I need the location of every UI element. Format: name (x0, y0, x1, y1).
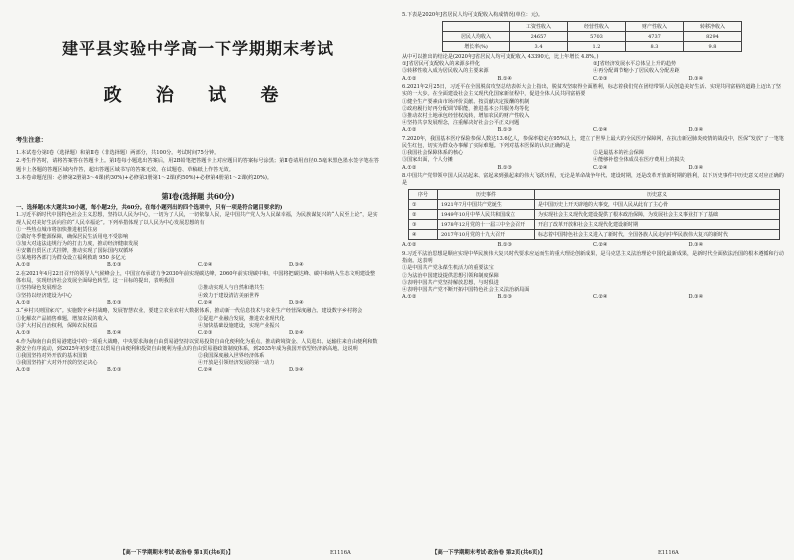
statement: ③我国坚持扩大对外开放的坚定决心 (16, 360, 98, 366)
exam-title: 建平县实验中学高一下学期期末考试 (61, 39, 334, 58)
question-8 (402, 173, 784, 249)
answer-options (16, 262, 380, 269)
statement-row (16, 323, 380, 330)
table-header-cell: 经营性收入 (568, 22, 626, 32)
table-cell: 2017年10月党的十九大召开 (438, 230, 535, 240)
statement: ④开放是引领经济发展的第一动力 (198, 360, 275, 366)
table-cell: 为实现社会主义现代化建设提供了根本政治保障，为发展社会主义事业打下了基础 (535, 210, 780, 220)
question-stem: 1.习近平新时代中国特色社会主义思想，坚持以人民为中心，一切为了人民，一切依靠人民，是中国共产党人为人民谋幸福，为民族谋复兴的“人民至上论”，是实现人民对美好生活向往的“人民幸福论”。下列举措体现了以人民为中心发展思想的有 (16, 212, 378, 226)
option-b: B.①④ (107, 329, 122, 336)
table-cell: 开启了改革开放和社会主义现代化建设新时期 (535, 220, 780, 230)
question-7 (402, 136, 784, 172)
question-2 (16, 271, 380, 307)
option-d: D.③④ (688, 294, 704, 301)
table-cell: 标志着中国特色社会主义进入了新时代，全国各族人民走向中华民族伟大复兴的新时代 (535, 230, 780, 240)
option-b: B.①③ (497, 294, 512, 301)
page-footer: 【高一下学期期末考试·政治卷 第2页(共6页)】 (432, 550, 546, 556)
notice-heading: 考生注意： (16, 137, 47, 144)
table-header-cell: 历史事件 (438, 190, 535, 200)
question-stem: 7.2020年，我国基本医疗保险参保人数达13.6亿人，参保率稳定在95%以上，建立了世界上最大的全民医疗保障网，在抗击新冠肺炎疫情的战役中，医保“发放”了一笔笔民生红包，切实为群众办事解了实际难题。下列对基本医保的认识正确的是 (402, 135, 784, 150)
statement: ③扩大村民自治权利，保障农民权益 (16, 322, 98, 329)
statement: ②J省经济发展水平总体呈上升的趋势 (593, 61, 677, 68)
option-c: C.②④ (198, 367, 213, 374)
table-header-cell: 工资性收入 (510, 22, 568, 32)
statement: ④致力于建设清洁美丽世界 (198, 292, 260, 299)
statement-row (16, 293, 380, 300)
statement: ①化解农产品销售难题，增加农民的收入 (16, 315, 108, 322)
table-cell: ④ (409, 230, 438, 240)
statement: ③推动农村土地承包经营权流转，增加农民的财产性收入 (402, 112, 530, 119)
table-cell: 9.8 (683, 42, 741, 52)
table-row (409, 200, 780, 210)
option-a: A.①② (402, 127, 417, 134)
table-row (443, 42, 742, 52)
answer-options (16, 330, 380, 337)
option-c: C.②④ (593, 164, 608, 171)
question-5 (402, 12, 784, 83)
candidate-notice (16, 137, 380, 183)
statement-row (402, 68, 784, 75)
question-1 (16, 212, 380, 269)
option-b: B.①③ (107, 262, 122, 269)
option-c: C.②④ (593, 127, 608, 134)
option-c: C.②③ (593, 75, 608, 82)
statement: ②推动实现人与自然和谐共生 (198, 285, 265, 292)
statement: ④坚持共享发展理念，注重解决好社会公平正义问题 (402, 120, 520, 127)
question-stem: 4.作为海南自由贸易港建设中的一项重大战略，中央要求海南自由贸易港坚持以贸易投资自由化便利化为重点，推动跨境资金、人员进出、运输往来自由便利和数据安全有序流动，到2025年初步建立以贸易自由便利和投资自由便利为重点的自由贸易港政策制度体系，到2035年成为我国开放型经济新高地。这说明 (16, 338, 378, 352)
statement: ④能够补偿全体成员在医疗费用上的损失 (593, 157, 685, 164)
history-events-table (408, 189, 780, 240)
option-c: C.②④ (593, 294, 608, 301)
option-a: A.①② (402, 75, 417, 82)
question-stem: 6.2021年2月25日，习近平在全国脱贫攻坚总结表彰大会上指出，脱贫攻坚取得全面胜利，标志着我们党在团结带领人民创造美好生活、实现共同富裕的道路上迈出了坚实的一大步。在全面建设社会主义现代化国家新征程中，促进全体人民共同富裕要 (402, 84, 782, 98)
table-cell: ② (409, 210, 438, 220)
table-cell: 5703 (568, 32, 626, 42)
option-a: A.①③ (16, 329, 31, 336)
statement: ②我国深度融入世界经济体系 (198, 352, 265, 359)
answer-options (402, 294, 784, 301)
table-cell: 居民人均收入 (443, 32, 510, 42)
option-b: B.①③ (497, 242, 512, 249)
statement-row (16, 316, 380, 323)
answer-options (402, 127, 784, 134)
option-d: D.③④ (289, 299, 304, 306)
statement: ③国家出面，个人分摊 (402, 157, 453, 164)
notice-item: 3.本卷命题范围：必修第2册第3～4课(约30%)+必修第3册第1～2课(约50%)+必修第4册第1～2课(约20%)。 (16, 175, 273, 182)
option-c: C.②③ (198, 329, 213, 336)
option-d: D.③④ (289, 367, 304, 374)
page-1-column (0, 0, 392, 560)
table-header-row (409, 190, 780, 200)
statement: ④再分配调节缩小了居民收入分配差距 (593, 68, 680, 75)
table-header-cell: 转移净收入 (683, 22, 741, 32)
statement-row (16, 360, 380, 367)
answer-options (402, 242, 784, 249)
statement: ④加快基础设施建设，实现产业振兴 (198, 322, 280, 329)
table-cell: 24657 (510, 32, 568, 42)
statement-row (402, 157, 784, 164)
exam-code: E1116A (658, 550, 679, 556)
table-cell: 1.2 (568, 42, 626, 52)
statement: ①是中国共产党永葆生机活力的重要法宝 (402, 265, 494, 272)
option-a: A.①② (402, 294, 417, 301)
table-cell: ① (409, 200, 438, 210)
statement: ①健全生产要素由市场评价贡献、按贡献决定报酬的机制 (402, 98, 530, 105)
option-d: D.③④ (289, 262, 304, 269)
table-cell: 8.3 (626, 42, 684, 52)
table-cell: 8294 (683, 32, 741, 42)
table-cell: 增长率(%) (443, 42, 510, 52)
statement: ②做好冬季能源保障，确保居民生活用电不受影响 (16, 233, 129, 240)
table-header-cell: 历史意义 (535, 190, 780, 200)
option-c: C.②④ (198, 299, 213, 306)
page-2-column (396, 0, 794, 560)
part-1-heading: 第Ⅰ卷(选择题 共60分) (161, 191, 235, 201)
statement: ④安徽自贸区正式挂牌，推动实现了国际国内双循环 (16, 248, 134, 255)
statement-row (16, 285, 380, 292)
statement: ③坚持以经济建设为中心 (16, 292, 73, 299)
question-stem: 3.“乡村兴则国家兴”。实施数字乡村战略，发展智慧农业，要建立农业农村大数据体系，推动新一代信息技术与农业生产经营深度融合。建设数字乡村将会 (16, 308, 363, 315)
question-6 (402, 84, 784, 134)
option-b: B.①③ (107, 299, 122, 306)
statement: ②是最基本的社会保障 (593, 150, 644, 157)
option-b: B.①③ (497, 127, 512, 134)
statement: ①J省居民可支配收入的来源多样化 (402, 61, 480, 68)
option-d: D.③④ (688, 164, 704, 171)
table-cell: 3.4 (510, 42, 568, 52)
table-cell: 1921年7月中国共产党诞生 (438, 200, 535, 210)
statement: ①我国社会保障体系的核心 (402, 150, 464, 157)
table-cell: 1978年12月党的十一届三中全会召开 (438, 220, 535, 230)
option-b: B.①③ (107, 367, 122, 374)
statement: ①我国坚持对外开放的基本国策 (16, 352, 88, 359)
table-header-cell: 序号 (409, 190, 438, 200)
table-header-row (443, 22, 742, 32)
table-cell: 4737 (626, 32, 684, 42)
question-stem: 2.在2021年4月22日召开的领导人气候峰会上，中国宣布承诺力争2030年前实现碳达峰，2060年前实现碳中和，中国将把碳达峰、碳中和纳入生态文明建设整体布局，实现经济社会发展全面绿色转型。这一目标的提出，表明我国 (16, 271, 376, 285)
option-a: A.①② (16, 262, 31, 269)
option-d: D.③④ (688, 127, 704, 134)
page-footer: 【高一下学期期末考试·政治卷 第1页(共6页)】 (120, 550, 234, 556)
option-d: D.③④ (688, 75, 704, 82)
option-a: A.①② (402, 242, 417, 249)
table-cell: ③ (409, 220, 438, 230)
statement: ③转移性收入成为居民收入的主要来源 (402, 68, 489, 75)
question-3 (16, 308, 380, 337)
option-b: B.①④ (497, 75, 512, 82)
table-row (443, 32, 742, 42)
option-d: D.③④ (688, 242, 704, 249)
question-9 (402, 251, 784, 301)
question-stem: 5.下表是2020年J省居民人均可支配收入构成情况(单位：元)。 (402, 12, 543, 18)
subject-title: 政 治 试 卷 (103, 85, 293, 106)
option-a: A.①② (16, 367, 31, 374)
statement: ①坚持绿色发展理念 (16, 285, 62, 292)
table-row (409, 210, 780, 220)
table-row (409, 230, 780, 240)
table-row (409, 220, 780, 230)
option-d: D.②④ (289, 329, 304, 336)
notice-item: 1.本试卷分第Ⅰ卷（选择题）和第Ⅱ卷（非选择题）两部分，共100分。考试时间75分钟。 (16, 149, 220, 156)
statement: ③表明中国共产党坚持解放思想，与时俱进 (402, 279, 499, 286)
statement: ②为法治中国建设提供思想引领和制度保障 (402, 272, 499, 279)
statement: ②政府履行好再分配调节职能，推进基本公共服务均等化 (402, 105, 530, 112)
statement: ④表明中国共产党不断开拓中国特色社会主义法治新局面 (402, 286, 530, 293)
option-c: C.②④ (198, 262, 213, 269)
table-cell: 是中国历史上开天辟地的大事变，中国人民从此有了主心骨 (535, 200, 780, 210)
income-table (442, 21, 742, 52)
table-cell: 1949年10月中华人民共和国成立 (438, 210, 535, 220)
exam-code: E1116A (330, 550, 351, 556)
statement: ②促进产业融合发展，推进农业现代化 (198, 315, 285, 322)
table-header-cell (443, 22, 510, 32)
statement: ③加大对违法违规行为的打击力度，推动经济健康发展 (16, 241, 139, 247)
table-header-cell: 财产性收入 (626, 22, 684, 32)
section-1-heading: 一、选择题(本大题共30小题，每小题2分，共60分。在每小题列出的四个选项中，只有一项是符合题目要求的) (16, 204, 283, 211)
option-b: B.①③ (497, 164, 512, 171)
statement: ①一些热点城市将加快推进租赁住房 (16, 226, 98, 233)
statement-row (16, 353, 380, 360)
answer-options (402, 165, 784, 172)
question-stem: 8.中国共产党带领中国人民站起来、富起来到强起来的伟大飞跃历程，无论是革命战争年代、建设时期，还是改革开放新时期的胜利，以下历史事件中历史意义对应正确的是 (402, 173, 784, 187)
question-4 (16, 339, 380, 375)
option-a: A.①② (16, 299, 31, 306)
notice-item: 2.考生作答时，请将答案答在答题卡上。第Ⅰ卷每小题选出答案后，用2B铅笔把答题卡上对应题目的答案标号涂黑；第Ⅱ卷请用直径0.5毫米黑色墨水签字笔在答题卡上各题的答题区域内作答，超出答题区域书写的答案无效，在试题卷、草稿纸上作答无效。 (16, 158, 380, 173)
answer-options (16, 367, 380, 374)
answer-options (16, 300, 380, 307)
question-stem: 9.习近平法治思想是顺应实现中华民族伟大复兴时代要求应运而生的重大理论创新成果，是马克思主义法治理论中国化最新成果，是新时代全面依法治国的根本遵循和行动指南。这表明 (402, 251, 784, 265)
answer-options (402, 76, 784, 83)
option-a: A.①② (402, 164, 417, 171)
option-c: C.②④ (593, 242, 608, 249)
question-note: 从中可以推出的结论是(2020年J省居民人均可支配收入 43390元，比上年增长 4.8%。) (402, 54, 599, 61)
statement: ⑤某地将各部门为群众设立福利救助 950 多亿元 (16, 255, 126, 262)
